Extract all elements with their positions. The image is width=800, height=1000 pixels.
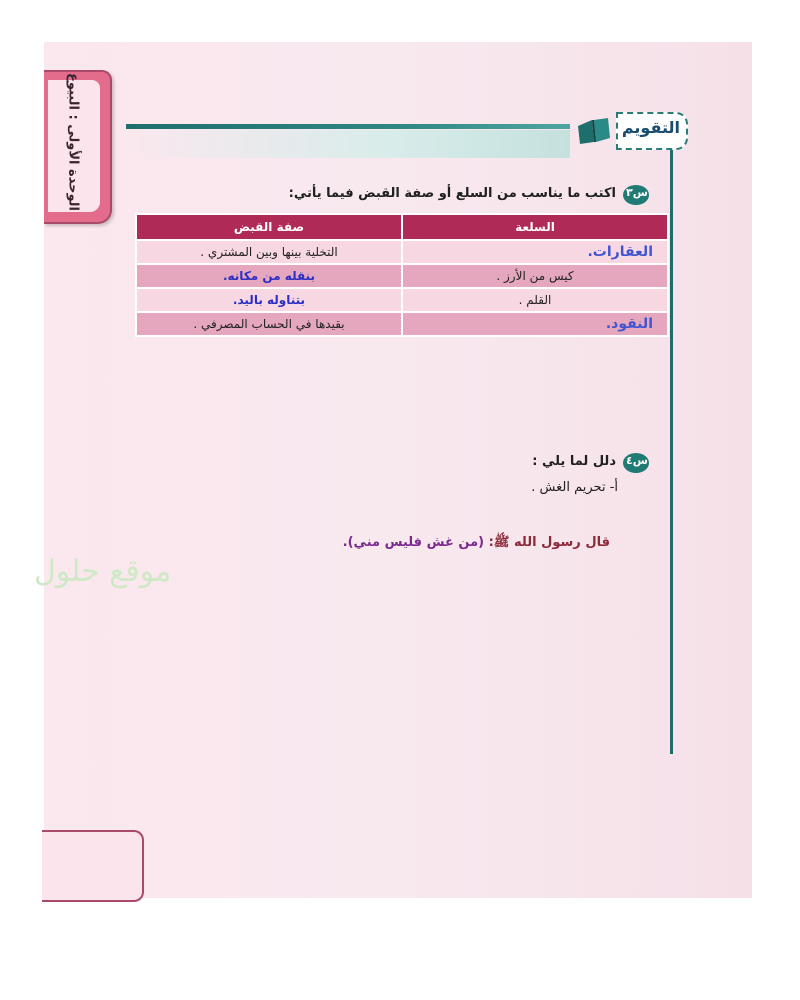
page-number-box [42,830,144,902]
question4-item-a: أ- تحريم الغش . [531,480,618,495]
hadith-quote: (من غش فليس مني). [342,535,485,550]
item-cell: العقارات. [402,240,668,264]
method-cell: بنقله من مكانه. [136,264,402,288]
header-rule [126,124,570,129]
unit-side-tab-label: الوحدة الأولى : البيوع [65,72,81,212]
column-header-item: السلعة [402,214,668,240]
book-icon [576,116,612,146]
vertical-rule [670,150,673,754]
question3-prompt: اكتب ما يناسب من السلع أو صفة القبض فيما يأتي: [288,186,616,201]
evaluation-table [135,213,669,337]
hadith-answer [343,534,610,553]
method-cell: بتناوله باليد. [136,288,402,312]
section-header-badge [616,112,688,150]
header-band [126,130,570,158]
hadith-lead: قال رسول الله ﷺ: [488,535,610,550]
unit-side-tab [44,70,112,224]
method-cell: بقيدها في الحساب المصرفي . [136,312,402,336]
question4-badge-label: س٤ [626,454,648,467]
section-title: التقويم [621,118,680,137]
table-row [136,240,668,264]
question4-prompt: دلل لما يلي : [532,454,616,469]
column-header-method: صفة القبض [136,214,402,240]
site-watermark: موقع حلول [34,554,172,589]
method-cell: التخلية بينها وبين المشتري . [136,240,402,264]
item-cell: القلم . [402,288,668,312]
table-row [136,312,668,336]
table-row [136,264,668,288]
item-cell: كيس من الأرز . [402,264,668,288]
table-row [136,288,668,312]
item-cell: النقود. [402,312,668,336]
question3-badge-label: س٣ [626,186,648,199]
